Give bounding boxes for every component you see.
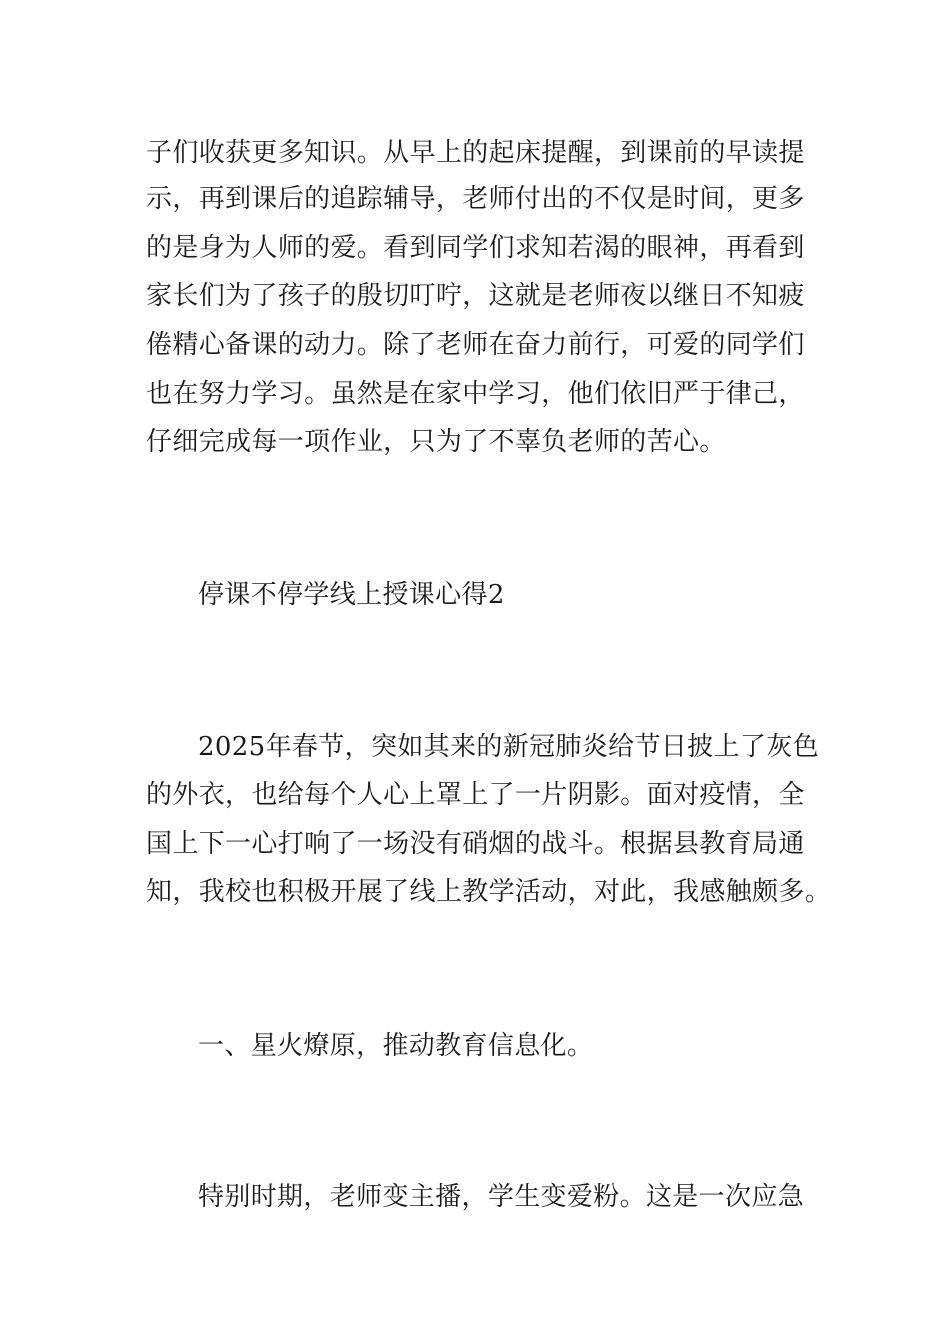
paragraph-1-line: 倦精心备课的动力。除了老师在奋力前行，可爱的同学们: [146, 330, 805, 360]
paragraph-1-line: 也在努力学习。虽然是在家中学习，他们依旧严于律己，: [146, 379, 805, 409]
paragraph-2-line: 2025年春节，突如其来的新冠肺炎给节日披上了灰色: [198, 732, 819, 762]
paragraph-1-line: 示，再到课后的追踪辅导，老师付出的不仅是时间，更多: [146, 184, 805, 214]
paragraph-1-line: 子们收获更多知识。从早上的起床提醒，到课前的早读提: [146, 138, 805, 168]
subsection-heading: 一、星火燎原，推动教育信息化。: [198, 1031, 594, 1061]
paragraph-2-line: 知，我校也积极开展了线上教学活动，对此，我感触颇多。: [146, 877, 832, 907]
paragraph-1-line: 的是身为人师的爱。看到同学们求知若渴的眼神，再看到: [146, 233, 805, 263]
section-title: 停课不停学线上授课心得2: [198, 580, 505, 610]
paragraph-2-line: 国上下一心打响了一场没有硝烟的战斗。根据县教育局通: [146, 829, 805, 859]
paragraph-1-line: 仔细完成每一项作业，只为了不辜负老师的苦心。: [146, 427, 726, 457]
paragraph-1-line: 家长们为了孩子的殷切叮咛，这就是老师夜以继日不知疲: [146, 281, 805, 311]
paragraph-2-line: 的外衣，也给每个人心上罩上了一片阴影。面对疫情，全: [146, 780, 805, 810]
paragraph-3-line: 特别时期，老师变主播，学生变爱粉。这是一次应急: [198, 1182, 805, 1212]
